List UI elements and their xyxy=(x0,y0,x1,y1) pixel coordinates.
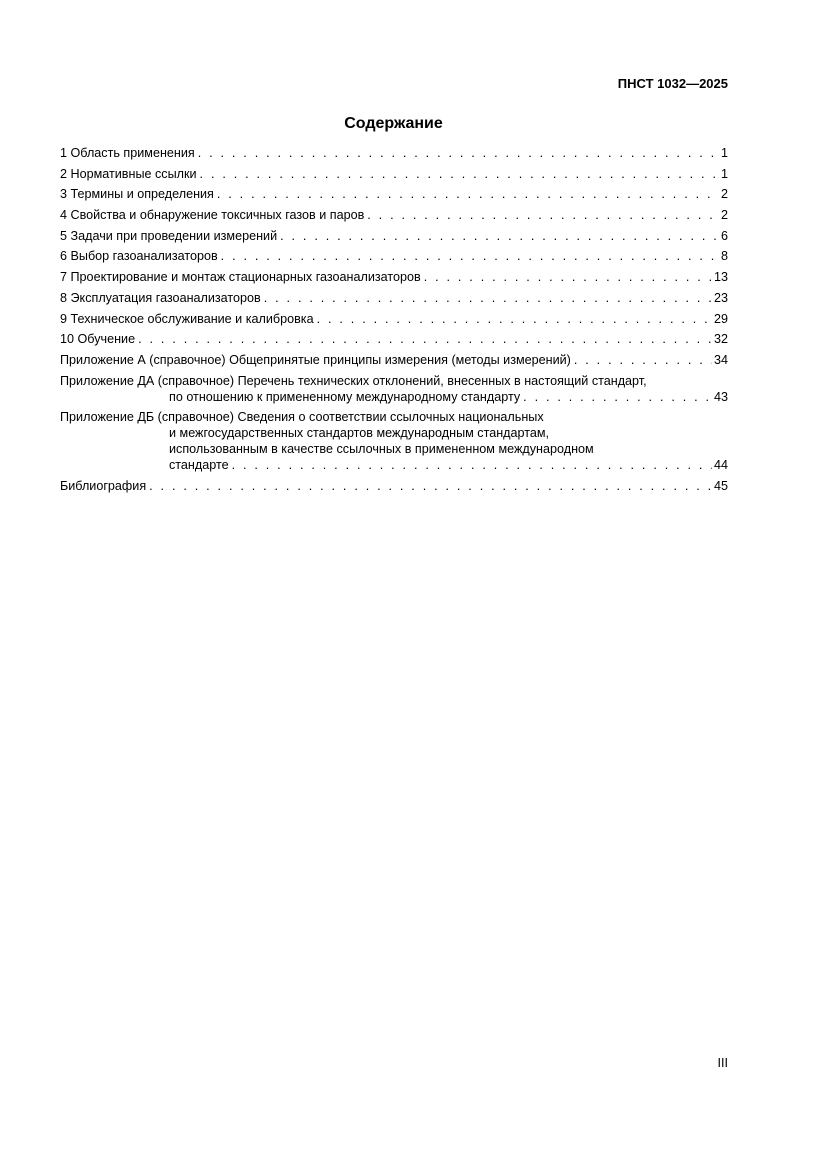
dot-leader xyxy=(232,457,712,473)
dot-leader xyxy=(367,207,719,223)
toc-entry-page: 29 xyxy=(713,311,728,326)
toc-entry-label-line: Приложение А (справочное) Общепринятые принципы измерения (методы измерений) xyxy=(60,352,571,367)
toc-entry-label-line: 7 Проектирование и монтаж стационарных газоанализаторов xyxy=(60,270,421,285)
toc-entry[interactable] xyxy=(60,228,728,244)
toc-entry-label-line: 9 Техническое обслуживание и калибровка xyxy=(60,311,314,326)
toc-entry[interactable] xyxy=(60,409,728,473)
toc-entry-page: 2 xyxy=(720,208,728,223)
toc-entry[interactable] xyxy=(60,186,728,202)
toc-entry-label-line: Приложение ДА (справочное) Перечень технических отклонений, внесенных в настоящий стандарт, xyxy=(60,373,647,388)
toc-entry-page: 43 xyxy=(713,389,728,404)
toc-entry-label-line: стандарте xyxy=(169,458,229,473)
toc-entry[interactable] xyxy=(60,478,728,494)
toc-entry[interactable] xyxy=(60,269,728,285)
toc-entry-page: 1 xyxy=(720,146,728,160)
dot-leader xyxy=(198,145,719,161)
toc-entry-label-line: 8 Эксплуатация газоанализаторов xyxy=(60,290,261,305)
toc-entry-page: 6 xyxy=(720,228,728,243)
toc-entry-page: 32 xyxy=(713,332,728,347)
toc-entry-label-line: Библиография xyxy=(60,478,147,493)
toc-entry-label-line: 4 Свойства и обнаружение токсичных газов и паров xyxy=(60,208,365,223)
toc-entry[interactable] xyxy=(60,311,728,327)
page-number: III xyxy=(717,1056,728,1070)
toc-entry-label-line: 5 Задачи при проведении измерений xyxy=(60,228,278,243)
dot-leader xyxy=(200,166,719,182)
toc-entry-label-line: по отношению к примененному международному стандарту xyxy=(169,389,521,404)
toc-entry-label-line: 2 Нормативные ссылки xyxy=(60,166,197,181)
toc-entry-page: 1 xyxy=(720,166,728,181)
toc-title: Содержание xyxy=(344,115,443,132)
document-code: ПНСТ 1032—2025 xyxy=(617,76,728,91)
toc-entry-page: 34 xyxy=(713,352,728,367)
toc-entry[interactable] xyxy=(60,290,728,306)
toc-entry[interactable] xyxy=(60,207,728,223)
dot-leader xyxy=(523,389,712,405)
toc-entry-label-line: 1 Область применения xyxy=(60,146,195,160)
toc-entry-page: 45 xyxy=(713,478,728,493)
dot-leader xyxy=(149,478,712,494)
dot-leader xyxy=(574,352,712,368)
toc-entry-page: 23 xyxy=(713,290,728,305)
toc-entry-label-line: Приложение ДБ (справочное) Сведения о соответствии ссылочных национальных xyxy=(60,410,544,425)
dot-leader xyxy=(264,290,712,306)
toc-entry-label-line: 6 Выбор газоанализаторов xyxy=(60,249,218,264)
toc-entry-label-line: и межгосударственных стандартов международным стандартам, xyxy=(169,426,550,441)
toc-entry[interactable] xyxy=(60,248,728,264)
toc-entry[interactable] xyxy=(60,373,728,405)
toc-entry-page: 13 xyxy=(713,270,728,285)
toc-entry-label-line: 10 Обучение xyxy=(60,332,136,347)
toc-entry[interactable] xyxy=(60,145,728,161)
table-of-contents xyxy=(60,145,728,499)
toc-entry[interactable] xyxy=(60,331,728,347)
toc-entry-label-line: 3 Термины и определения xyxy=(60,187,214,202)
dot-leader xyxy=(221,248,719,264)
dot-leader xyxy=(217,186,719,202)
toc-entry-label-line: использованным в качестве ссылочных в примененном международном xyxy=(169,442,594,457)
dot-leader xyxy=(138,331,712,347)
toc-entry-page: 44 xyxy=(713,458,728,473)
dot-leader xyxy=(280,228,719,244)
dot-leader xyxy=(424,269,712,285)
dot-leader xyxy=(317,311,712,327)
toc-entry[interactable] xyxy=(60,352,728,368)
toc-entry-page: 8 xyxy=(720,249,728,264)
toc-entry-page: 2 xyxy=(720,187,728,202)
toc-entry[interactable] xyxy=(60,166,728,182)
